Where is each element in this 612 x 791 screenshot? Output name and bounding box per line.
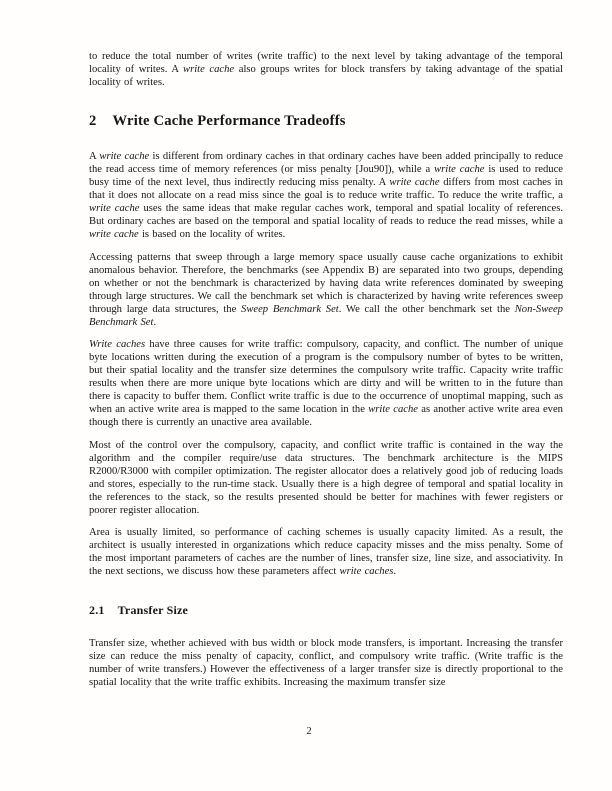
section-number: 2	[89, 113, 97, 129]
section-title: Write Cache Performance Tradeoffs	[112, 113, 346, 129]
subsection-title: Transfer Size	[117, 603, 189, 617]
section-heading	[89, 113, 563, 129]
subsection-heading	[89, 603, 563, 617]
paragraph: Accessing patterns that sweep through a large memory space usually cause cache organizations to exhibit anomalous behavior. Therefore, the benchmarks (see Appendix B) are separated into two groups, depending on whether or not the benchmark is characterized by having data write references dominated by sweeping through large structures. We call the benchmark set which is characterized by having write references sweep through large data structures, the Sweep Benchmark Set. We call the other benchmark set the Non-Sweep Benchmark Set.	[89, 251, 563, 328]
paragraph: Most of the control over the compulsory, capacity, and conflict write traffic is contained in the way the algorithm and the compiler require/use data structures. The benchmark architecture is the MIPS R2000/R3000 with compiler optimization. The register allocator does a relatively good job of reducing loads and stores, especially to the run-time stack. Usually there is a high degree of temporal and spatial locality in the references to the stack, so the results presented should be better for machines with fewer registers or poorer register allocation.	[89, 439, 563, 516]
paragraph: Transfer size, whether achieved with bus width or block mode transfers, is important. Increasing the transfer size can reduce the miss penalty of capacity, conflict, and compulsory write traffic. (Write traffic is the number of write transfers.) However the effectiveness of a larger transfer size is directly proportional to the spatial locality that the write traffic exhibits. Increasing the maximum transfer size	[89, 638, 563, 688]
continuation-paragraph: to reduce the total number of writes (write traffic) to the next level by taking advantage of the temporal locality of writes. A write cache also groups writes for block transfers by taking advantage of the spatial locality of writes.	[89, 51, 563, 88]
paragraph: Write caches have three causes for write traffic: compulsory, capacity, and conflict. The number of unique byte locations written during the execution of a program is the compulsory number of bytes to be written, but their spatial locality and the transfer size determines the compulsory write traffic. Capacity write traffic results when there are more unique byte locations which are dirty and will be written to in the future than there is capacity to buffer them. Conflict write traffic is due to the occurrence of unoptimal mapping, such as when an active write area is mapped to the same location in the write cache as another active write area even though there is currently an unactive area available.	[89, 339, 563, 428]
page-number: 2	[306, 726, 312, 737]
subsection-number: 2.1	[89, 603, 105, 617]
paragraph: A write cache is different from ordinary caches in that ordinary caches have been added principally to reduce the read access time of memory references (or miss penalty [Jou90]), while a write cache is used to reduce busy time of the next level, thus indirectly reducing miss penalty. A write cache differs from most caches in that it does not allocate on a read miss since the goal is to reduce write traffic. To reduce the write traffic, a write cache uses the same ideas that make regular caches work, temporal and spatial locality of references. But ordinary caches are based on the temporal and spatial locality of reads to reduce the read misses, while a write cache is based on the locality of writes.	[89, 151, 563, 240]
text-column	[89, 50, 563, 699]
paragraph: Area is usually limited, so performance of caching schemes is usually capacity limited. As a result, the architect is usually interested in organizations which reduce capacity misses and the miss penalty. Some of the most important parameters of caches are the number of lines, transfer size, line size, and associativity. In the next sections, we discuss how these parameters affect write caches.	[89, 527, 563, 577]
